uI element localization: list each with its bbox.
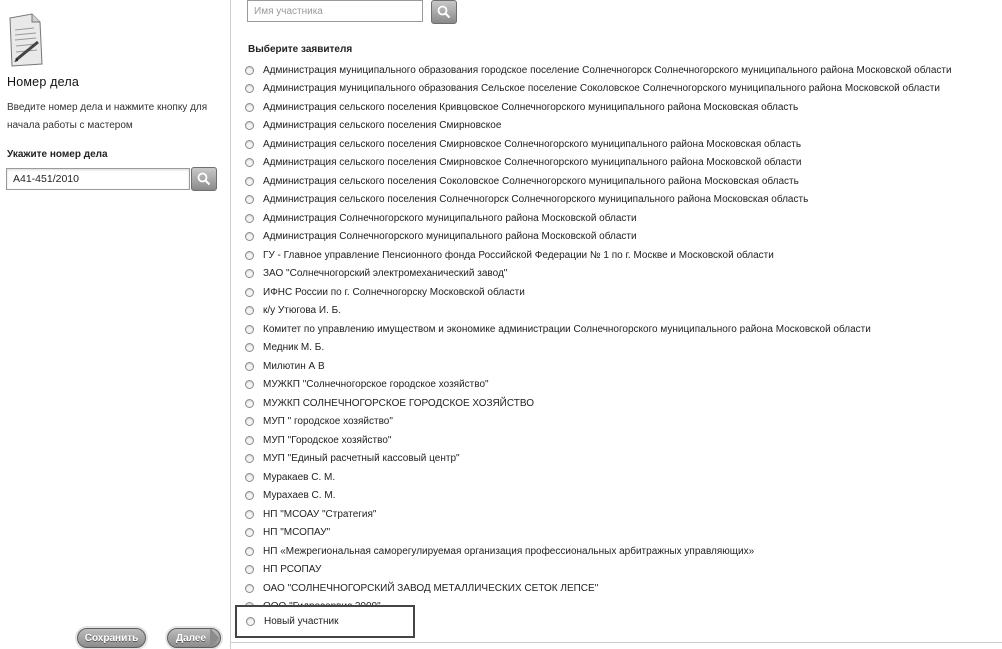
radio-button[interactable]: [245, 66, 254, 75]
applicant-label: Администрация сельского поселения Смирновское: [263, 120, 502, 132]
arrow-right-icon: [210, 628, 219, 648]
applicant-option[interactable]: [245, 542, 995, 561]
applicant-option[interactable]: [245, 357, 995, 376]
radio-button[interactable]: [245, 325, 254, 334]
case-description: Введите номер дела и нажмите кнопку для начала работы с мастером: [7, 102, 208, 131]
radio-button[interactable]: [246, 617, 255, 626]
radio-button[interactable]: [245, 473, 254, 482]
applicant-heading: Выберите заявителя: [248, 44, 353, 55]
applicant-label: Милютин А В: [263, 360, 325, 372]
applicant-option[interactable]: [245, 98, 995, 117]
radio-button[interactable]: [245, 362, 254, 371]
applicant-label: ЗАО "Солнечногорский электромеханический завод": [263, 268, 508, 280]
applicant-option[interactable]: [245, 172, 995, 191]
radio-button[interactable]: [245, 195, 254, 204]
radio-button[interactable]: [245, 417, 254, 426]
radio-button[interactable]: [245, 288, 254, 297]
radio-button[interactable]: [245, 158, 254, 167]
applicant-label: к/у Утюгова И. Б.: [263, 305, 341, 317]
case-title: Номер дела: [7, 75, 80, 89]
document-icon: [6, 12, 46, 68]
left-panel: [0, 0, 231, 649]
applicant-label: Мурахаев С. М.: [263, 490, 336, 502]
search-icon: [197, 172, 211, 186]
applicant-option[interactable]: [245, 191, 995, 210]
radio-button[interactable]: [245, 584, 254, 593]
search-icon: [437, 5, 451, 19]
applicant-option[interactable]: [245, 135, 995, 154]
applicant-label: Комитет по управлению имуществом и экономике администрации Солнечногорского муниципального района Московской области: [263, 323, 871, 335]
radio-button[interactable]: [245, 306, 254, 315]
applicant-option[interactable]: [245, 80, 995, 99]
applicant-option[interactable]: [245, 61, 995, 80]
radio-button[interactable]: [245, 491, 254, 500]
case-number-input[interactable]: [6, 168, 190, 190]
new-participant-option[interactable]: [235, 605, 415, 638]
applicant-option[interactable]: [245, 487, 995, 506]
applicant-option[interactable]: [245, 376, 995, 395]
applicant-label: МУП "Единый расчетный кассовый центр": [263, 453, 460, 465]
applicant-label: Администрация Солнечногорского муниципального района Московской области: [263, 212, 637, 224]
applicant-label: Медник М. Б.: [263, 342, 325, 354]
applicant-label: Администрация муниципального образования городское поселение Солнечногорск Солнечногорского муниципального района Московской области: [263, 64, 952, 76]
applicant-label: МУЖКП СОЛНЕЧНОГОРСКОЕ ГОРОДСКОЕ ХОЗЯЙСТВО: [263, 397, 534, 409]
case-number-label: Укажите номер дела: [7, 149, 108, 160]
radio-button[interactable]: [245, 103, 254, 112]
radio-button[interactable]: [245, 343, 254, 352]
applicant-option[interactable]: [245, 228, 995, 247]
applicant-option[interactable]: [245, 265, 995, 284]
applicant-list: [245, 61, 995, 616]
applicant-label: Администрация сельского поселения Смирновское Солнечногорского муниципального района Московской области: [263, 157, 802, 169]
applicant-option[interactable]: [245, 579, 995, 598]
applicant-option[interactable]: [245, 117, 995, 136]
applicant-option[interactable]: [245, 413, 995, 432]
applicant-label: МУП " городское хозяйство": [263, 416, 393, 428]
radio-button[interactable]: [245, 269, 254, 278]
participant-search-input[interactable]: [247, 0, 423, 22]
applicant-option[interactable]: [245, 209, 995, 228]
divider: [231, 642, 1002, 643]
applicant-label: Администрация сельского поселения Соколовское Солнечногорского муниципального района Московская область: [263, 175, 799, 187]
radio-button[interactable]: [245, 454, 254, 463]
radio-button[interactable]: [245, 547, 254, 556]
radio-button[interactable]: [245, 232, 254, 241]
applicant-option[interactable]: [245, 468, 995, 487]
applicant-label: Администрация сельского поселения Солнечногорск Солнечногорского муниципального района Московская область: [263, 194, 809, 206]
applicant-option[interactable]: [245, 302, 995, 321]
new-participant-label: Новый участник: [264, 616, 339, 627]
radio-button[interactable]: [245, 399, 254, 408]
applicant-label: Администрация сельского поселения Смирновское Солнечногорского муниципального района Московская область: [263, 138, 802, 150]
applicant-label: ОАО "СОЛНЕЧНОГОРСКИЙ ЗАВОД МЕТАЛЛИЧЕСКИХ СЕТОК ЛЕПСЕ": [263, 582, 599, 594]
applicant-option[interactable]: [245, 283, 995, 302]
applicant-option[interactable]: [245, 246, 995, 265]
radio-button[interactable]: [245, 177, 254, 186]
case-search-button[interactable]: [191, 167, 217, 191]
applicant-option[interactable]: [245, 431, 995, 450]
next-button[interactable]: Далее: [167, 628, 221, 648]
radio-button[interactable]: [245, 436, 254, 445]
applicant-label: Администрация сельского поселения Кривцовское Солнечногорского муниципального района Московская область: [263, 101, 799, 113]
save-button[interactable]: Сохранить: [77, 628, 146, 648]
participant-search-button[interactable]: [431, 0, 457, 24]
radio-button[interactable]: [245, 251, 254, 260]
applicant-label: НП "МСОПАУ": [263, 527, 331, 539]
applicant-option[interactable]: [245, 394, 995, 413]
applicant-label: Администрация Солнечногорского муниципального района Московской области: [263, 231, 637, 243]
applicant-option[interactable]: [245, 450, 995, 469]
applicant-label: НП РСОПАУ: [263, 564, 322, 576]
applicant-option[interactable]: [245, 505, 995, 524]
applicant-label: НП "МСОАУ "Стратегия": [263, 508, 377, 520]
applicant-option[interactable]: [245, 339, 995, 358]
radio-button[interactable]: [245, 380, 254, 389]
applicant-label: Администрация муниципального образования Сельское поселение Соколовское Солнечногорского муниципального района Московской области: [263, 83, 940, 95]
applicant-option[interactable]: [245, 320, 995, 339]
applicant-label: ГУ - Главное управление Пенсионного фонда Российской Федерации № 1 по г. Москве и Московской области: [263, 249, 774, 261]
applicant-option[interactable]: [245, 561, 995, 580]
applicant-label: МУЖКП "Солнечногорское городское хозяйство": [263, 379, 489, 391]
applicant-label: НП «Межрегиональная саморегулируемая организация профессиональных арбитражных управляющих»: [263, 545, 755, 557]
radio-button[interactable]: [245, 565, 254, 574]
radio-button[interactable]: [245, 214, 254, 223]
applicant-option[interactable]: [245, 524, 995, 543]
applicant-label: Муракаев С. М.: [263, 471, 336, 483]
radio-button[interactable]: [245, 510, 254, 519]
applicant-label: МУП "Городское хозяйство": [263, 434, 392, 446]
applicant-option[interactable]: [245, 154, 995, 173]
radio-button[interactable]: [245, 528, 254, 537]
applicant-label: ИФНС России по г. Солнечногорску Московской области: [263, 286, 525, 298]
radio-button[interactable]: [245, 84, 254, 93]
radio-button[interactable]: [245, 121, 254, 130]
radio-button[interactable]: [245, 140, 254, 149]
